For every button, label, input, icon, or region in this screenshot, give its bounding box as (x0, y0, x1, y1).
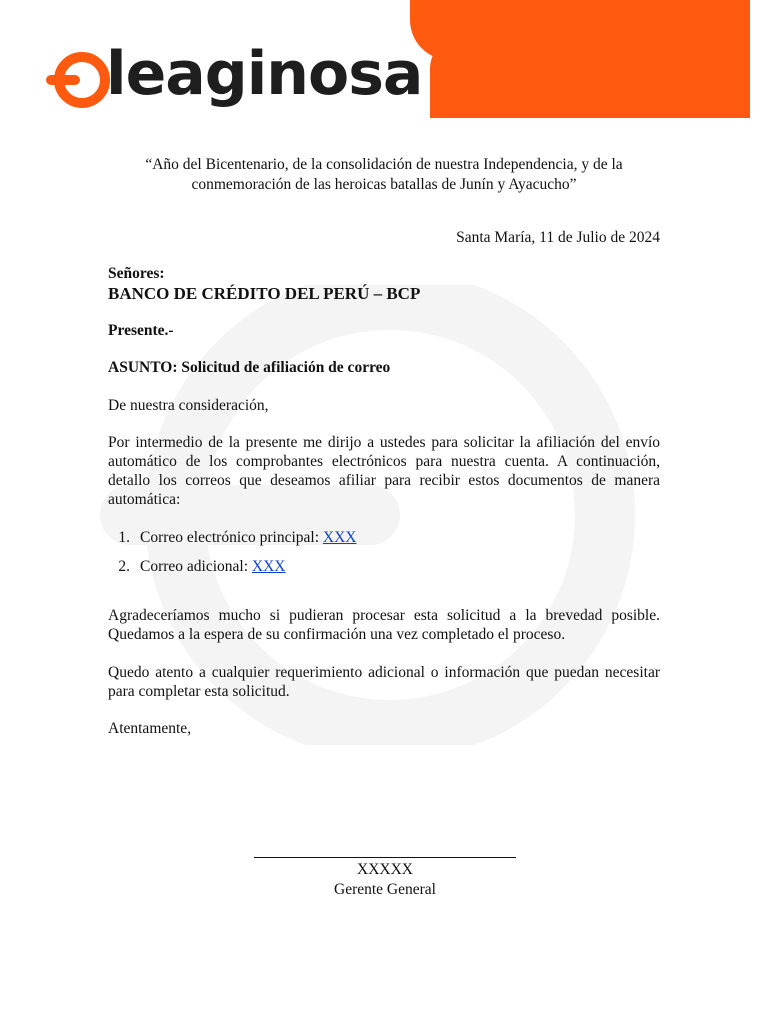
body-paragraph-1: Por intermedio de la presente me dirijo a ustedes para solicitar la afiliación del envío automático de los comprobantes electrónicos para nuestra cuenta. A continuación, detallo los correos que deseamos afiliar para recibir estos documentos de manera automática: (108, 434, 660, 508)
list-item (108, 529, 357, 547)
additional-email-link[interactable]: XXX (251, 558, 286, 575)
letter-closing: Atentamente, (108, 720, 192, 737)
letter-greeting: De nuestra consideración, (108, 397, 269, 414)
body-paragraph-2: Agradeceríamos mucho si pudieran procesar esta solicitud a la brevedad posible. Quedamos a la espera de su confirmación una vez completado el proceso. (108, 607, 660, 643)
oleaginosa-logo-mark-icon (44, 47, 110, 113)
list-label: Correo electrónico principal: (140, 529, 323, 546)
list-item (108, 558, 286, 576)
letter-date: Santa María, 11 de Julio de 2024 (456, 229, 660, 246)
letter-subject: ASUNTO: Solicitud de afiliación de correo (108, 359, 391, 376)
header-orange-band-top (470, 0, 750, 40)
primary-email-link[interactable]: XXX (322, 529, 357, 546)
body-paragraph-3: Quedo atento a cualquier requerimiento adicional o información que puedan necesitar para completar esta solicitud. (108, 664, 660, 700)
recipient-label: Señores: (108, 265, 165, 282)
presente-line: Presente.- (108, 322, 174, 339)
list-label: Correo adicional: (140, 558, 252, 575)
signature-line (254, 857, 516, 858)
list-number: 2. (118, 558, 130, 575)
signature-title: Gerente General (334, 881, 436, 898)
company-logo (44, 40, 422, 120)
year-motto: “Año del Bicentenario, de la consolidación de nuestra Independencia, y de la conmemoración de las heroicas batallas de Junín y Ayacucho” (145, 156, 623, 193)
recipient-name: BANCO DE CRÉDITO DEL PERÚ – BCP (108, 284, 421, 303)
list-number: 1. (118, 529, 130, 546)
signature-name: XXXXX (357, 861, 413, 878)
logo-wordmark: leaginosa (106, 39, 423, 109)
